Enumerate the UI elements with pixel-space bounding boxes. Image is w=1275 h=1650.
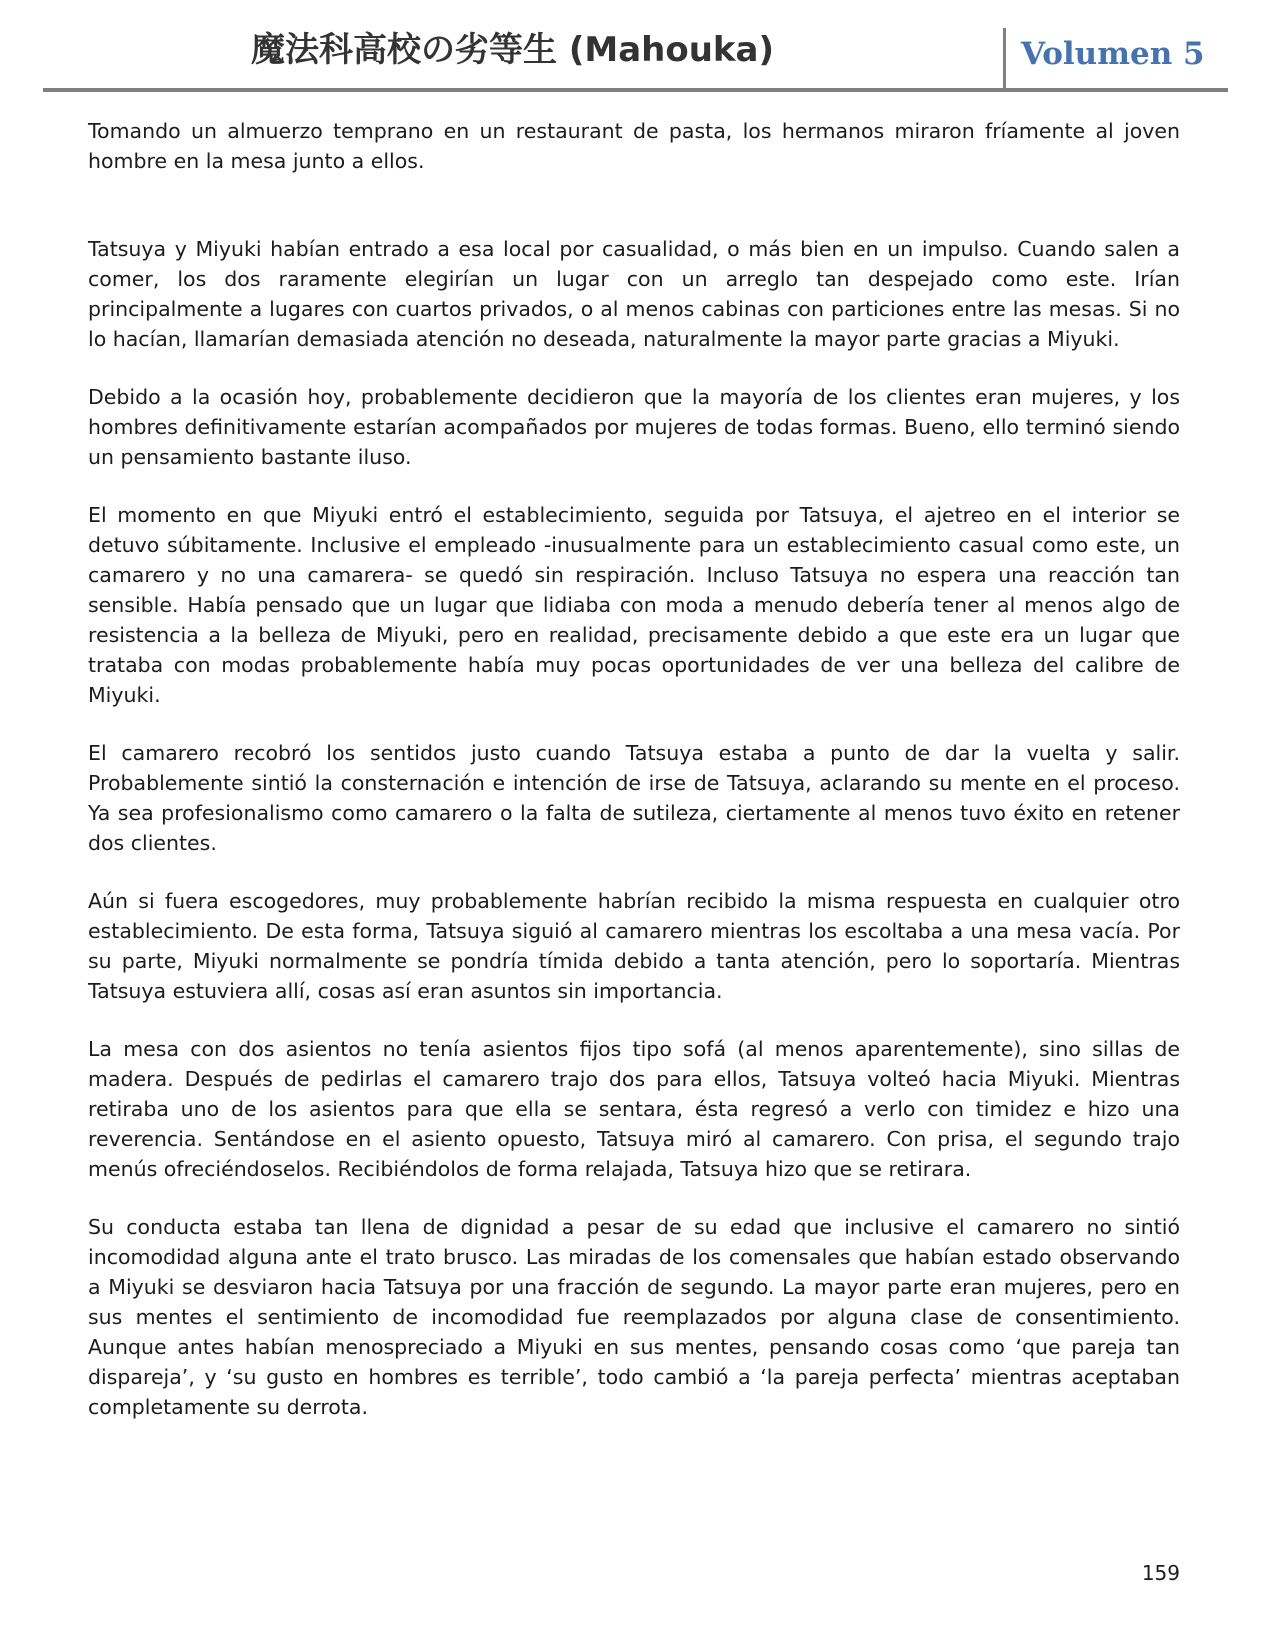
paragraph: El camarero recobró los sentidos justo cuando Tatsuya estaba a punto de dar la vuelta y salir. Probablemente sintió la consternación e intención de irse de Tatsuya, aclarando su mente en el proceso. Ya sea profesionalismo como camarero o la falta de sutileza, ciertamente al menos tuvo éxito en retener dos clientes. <box>88 741 1180 855</box>
page-number: 159 <box>1141 1561 1180 1585</box>
paragraph: Aún si fuera escogedores, muy probablemente habrían recibido la misma respuesta en cualquier otro establecimiento. De esta forma, Tatsuya siguió al camarero mientras los escoltaba a una mesa vacía. Por su parte, Miyuki normalmente se pondría tímida debido a tanta atención, pero lo soportaría. Mientras Tatsuya estuviera allí, cosas así eran asuntos sin importancia. <box>88 889 1180 1003</box>
paragraph: Tatsuya y Miyuki habían entrado a esa local por casualidad, o más bien en un impulso. Cuando salen a comer, los dos raramente elegirían un lugar con un arreglo tan despejado como este. Irían principalmente a lugares con cuartos privados, o al menos cabinas con particiones entre las mesas. Si no lo hacían, llamarían demasiada atención no deseada, naturalmente la mayor parte gracias a Miyuki. <box>88 237 1180 351</box>
paragraph: Debido a la ocasión hoy, probablemente decidieron que la mayoría de los clientes eran mujeres, y los hombres definitivamente estarían acompañados por mujeres de todas formas. Bueno, ello terminó siendo un pensamiento bastante iluso. <box>88 385 1180 469</box>
body-text <box>88 116 1180 1450</box>
paragraph: La mesa con dos asientos no tenía asientos fijos tipo sofá (al menos aparentemente), sino sillas de madera. Después de pedirlas el camarero trajo dos para ellos, Tatsuya volteó hacia Miyuki. Mientras retiraba uno de los asientos para que ella se sentara, ésta regresó a verlo con timidez e hizo una reverencia. Sentándose en el asiento opuesto, Tatsuya miró al camarero. Con prisa, el segundo trajo menús ofreciéndoselos. Recibiéndolos de forma relajada, Tatsuya hizo que se retirara. <box>88 1037 1180 1181</box>
paragraph: Su conducta estaba tan llena de dignidad a pesar de su edad que inclusive el camarero no sintió incomodidad alguna ante el trato brusco. Las miradas de los comensales que habían estado observando a Miyuki se desviaron hacia Tatsuya por una fracción de segundo. La mayor parte eran mujeres, pero en sus mentes el sentimiento de incomodidad fue reemplazados por alguna clase de consentimiento. Aunque antes habían menospreciado a Miyuki en sus mentes, pensando cosas como ‘que pareja tan dispareja’, y ‘su gusto en hombres es terrible’, todo cambió a ‘la pareja perfecta’ mientras aceptaban completamente su derrota. <box>88 1215 1180 1419</box>
header-rule <box>43 88 1228 92</box>
paragraph: El momento en que Miyuki entró el establecimiento, seguida por Tatsuya, el ajetreo en el interior se detuvo súbitamente. Inclusive el empleado -inusualmente para un establecimiento casual como este, un camarero y no una camarera- se quedó sin respiración. Incluso Tatsuya no espera una reacción tan sensible. Había pensado que un lugar que lidiaba con moda a menudo debería tener al menos algo de resistencia a la belleza de Miyuki, pero en realidad, precisamente debido a que este era un lugar que trataba con modas probablemente había muy pocas oportunidades de ver una belleza del calibre de Miyuki. <box>88 503 1180 707</box>
book-title: 魔法科高校の劣等生 (Mahouka) <box>250 30 774 70</box>
paragraph: Tomando un almuerzo temprano en un restaurant de pasta, los hermanos miraron fríamente al joven hombre en la mesa junto a ellos. <box>88 119 1180 173</box>
header-divider <box>1003 28 1006 90</box>
page-header <box>0 0 1275 92</box>
volume-label: Volumen 5 <box>1021 36 1205 72</box>
